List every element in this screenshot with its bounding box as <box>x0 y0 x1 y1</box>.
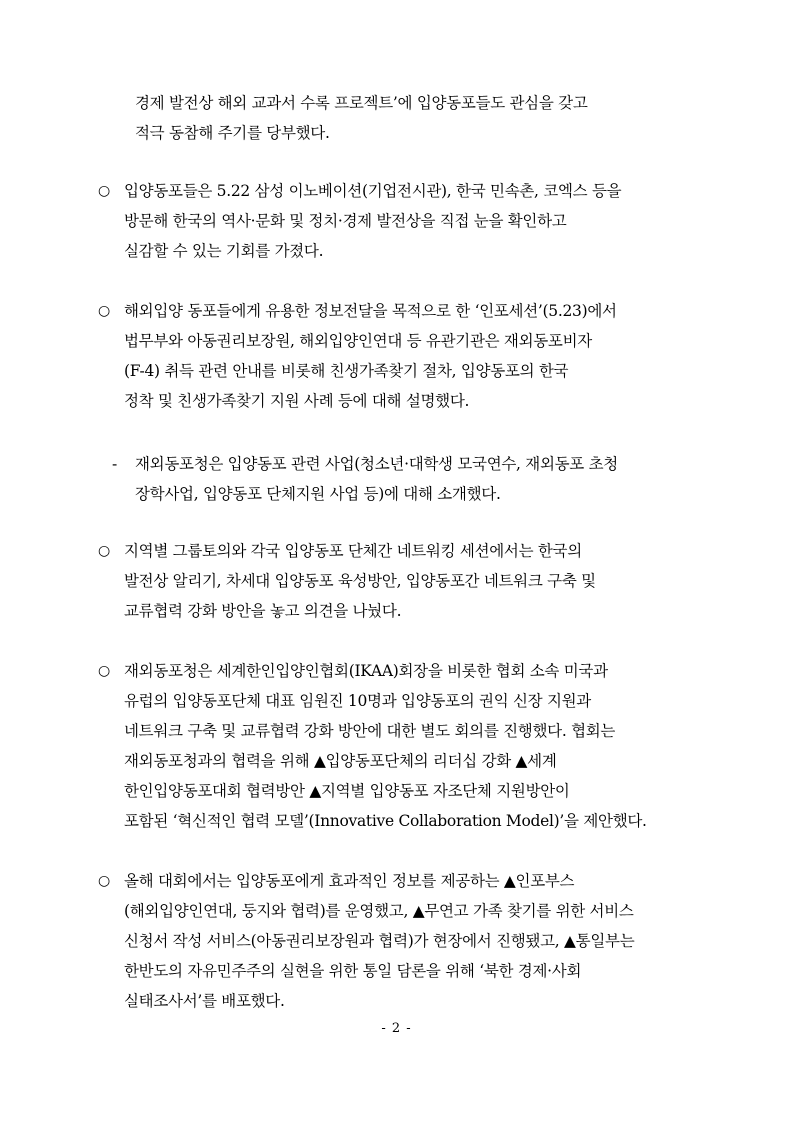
continuation-paragraph <box>135 88 588 148</box>
text-line: 실태조사서’를 배포했다. <box>124 992 285 1010</box>
bullet-marker: ○ <box>98 303 111 319</box>
text-line: 재외동포청과의 협력을 위해 ▲입양동포단체의 리더십 강화 ▲세계 <box>124 752 557 770</box>
text-line: 한인입양동포대회 협력방안 ▲지역별 입양동포 자조단체 지원방안이 <box>124 782 570 800</box>
text-line: 발전상 알리기, 차세대 입양동포 육성방안, 입양동포간 네트워크 구축 및 <box>124 572 596 590</box>
bullet-marker: ○ <box>98 873 111 889</box>
text-line: 정착 및 친생가족찾기 지원 사례 등에 대해 설명했다. <box>124 392 470 410</box>
text-line: 신청서 작성 서비스(아동권리보장원과 협력)가 현장에서 진행됐고, ▲통일부는 <box>124 932 635 950</box>
text-line: 포함된 ‘혁신적인 협력 모델’(Innovative Collaboration Model)’을 제안했다. <box>124 812 647 830</box>
text-line: (해외입양인연대, 둥지와 협력)를 운영했고, ▲무연고 가족 찾기를 위한 서비스 <box>124 902 634 920</box>
page-number: - 2 - <box>381 1021 412 1036</box>
text-line: 한반도의 자유민주주의 실현을 위한 통일 담론을 위해 ‘북한 경제·사회 <box>124 962 582 980</box>
text-line: 유럽의 입양동포단체 대표 임원진 10명과 입양동포의 권익 신장 지원과 <box>124 692 591 710</box>
bullet-marker: ○ <box>98 663 111 679</box>
text-line: 적극 동참해 주기를 당부했다. <box>135 124 330 142</box>
text-line: 법무부와 아동권리보장원, 해외입양인연대 등 유관기관은 재외동포비자 <box>124 332 592 350</box>
text-line: 교류협력 강화 방안을 놓고 의견을 나눴다. <box>124 602 402 620</box>
text-line: 올해 대회에서는 입양동포에게 효과적인 정보를 제공하는 ▲인포부스 <box>124 872 575 890</box>
text-line: 입양동포들은 5.22 삼성 이노베이션(기업전시관), 한국 민속촌, 코엑스 등을 <box>124 182 622 200</box>
bullet-paragraph-info-session <box>124 296 617 416</box>
text-line: 해외입양 동포들에게 유용한 정보전달을 목적으로 한 ‘인포세션’(5.23)에서 <box>124 302 617 320</box>
text-line: 방문해 한국의 역사·문화 및 정치·경제 발전상을 직접 눈을 확인하고 <box>124 212 567 230</box>
bullet-paragraph-ikaa-meeting <box>124 656 647 836</box>
bullet-paragraph-visit <box>124 176 621 266</box>
text-line: 실감할 수 있는 기회를 가졌다. <box>124 242 324 260</box>
dash-marker: - <box>112 455 118 473</box>
text-line: (F-4) 취득 관련 안내를 비롯해 친생가족찾기 절차, 입양동포의 한국 <box>124 362 569 380</box>
text-line: 재외동포청은 세계한인입양인협회(IKAA)회장을 비롯한 협회 소속 미국과 <box>124 662 608 680</box>
text-line: 경제 발전상 해외 교과서 수록 프로젝트’에 입양동포들도 관심을 갖고 <box>135 94 588 112</box>
bullet-marker: ○ <box>98 183 111 199</box>
sub-paragraph-programs <box>135 449 618 509</box>
bullet-paragraph-event-services <box>124 866 634 1016</box>
text-line: 재외동포청은 입양동포 관련 사업(청소년·대학생 모국연수, 재외동포 초청 <box>135 455 618 473</box>
text-line: 장학사업, 입양동포 단체지원 사업 등)에 대해 소개했다. <box>135 485 501 503</box>
text-line: 지역별 그룹토의와 각국 입양동포 단체간 네트워킹 세션에서는 한국의 <box>124 542 582 560</box>
text-line: 네트워크 구축 및 교류협력 강화 방안에 대한 별도 회의를 진행했다. 협회는 <box>124 722 616 740</box>
bullet-marker: ○ <box>98 543 111 559</box>
bullet-paragraph-group-discussion <box>124 536 596 626</box>
